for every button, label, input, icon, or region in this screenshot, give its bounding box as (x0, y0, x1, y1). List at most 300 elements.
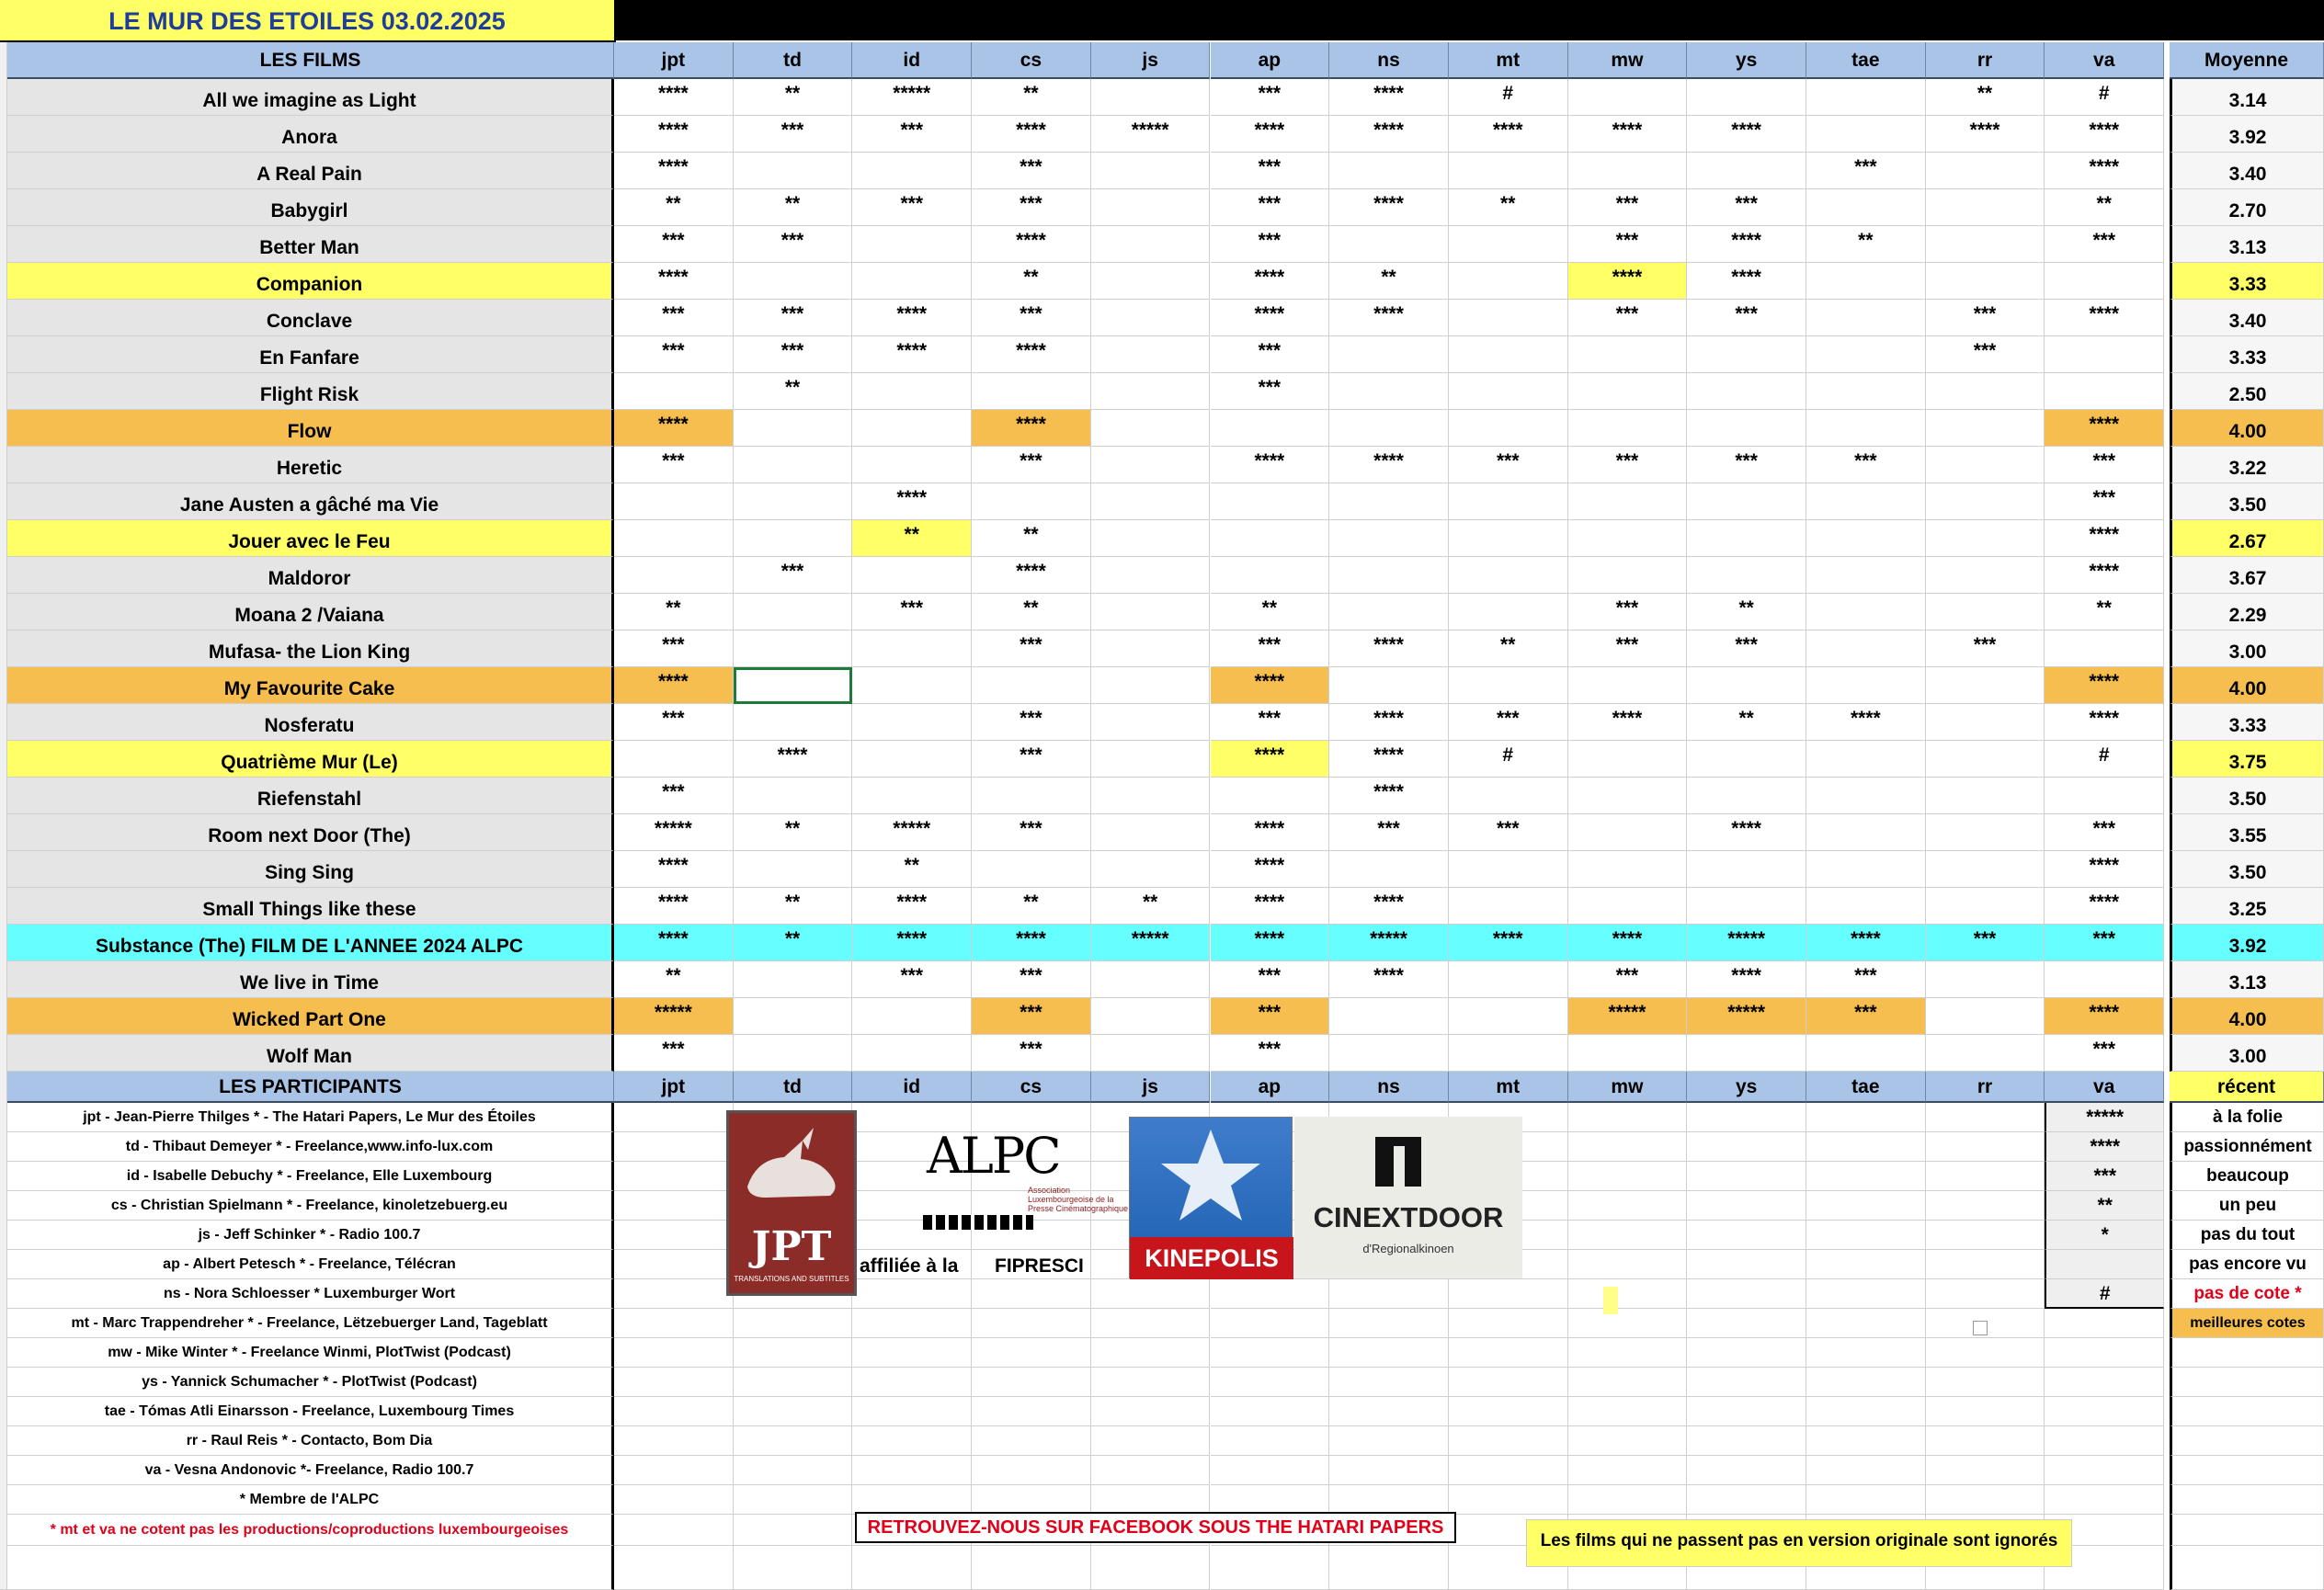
empty-cell[interactable] (2045, 1456, 2164, 1485)
rating-cell[interactable] (1449, 594, 1568, 630)
rating-cell[interactable]: *** (2045, 814, 2164, 851)
rating-cell[interactable]: **** (1568, 704, 1688, 741)
empty-cell[interactable] (852, 1426, 972, 1456)
empty-cell[interactable] (1926, 1162, 2045, 1191)
rating-cell[interactable]: *** (1329, 814, 1449, 851)
rating-cell[interactable] (1091, 998, 1211, 1035)
empty-cell[interactable] (1449, 1456, 1568, 1485)
empty-cell[interactable] (1926, 1279, 2045, 1309)
empty-cell[interactable] (1568, 1309, 1688, 1338)
rating-cell[interactable]: **** (1329, 79, 1449, 116)
empty-cell[interactable] (1687, 1456, 1806, 1485)
rating-cell[interactable]: *** (972, 153, 1091, 189)
rating-cell[interactable] (2045, 778, 2164, 814)
rating-cell[interactable]: ** (734, 189, 853, 226)
rating-cell[interactable] (734, 153, 853, 189)
empty-cell[interactable] (1329, 1456, 1449, 1485)
rating-cell[interactable]: *** (1687, 630, 1806, 667)
empty-cell[interactable] (1329, 1309, 1449, 1338)
rating-cell[interactable]: *** (1806, 447, 1926, 483)
rating-cell[interactable] (972, 851, 1091, 888)
rating-cell[interactable] (852, 778, 972, 814)
rating-cell[interactable] (1568, 851, 1688, 888)
empty-cell[interactable] (1091, 1368, 1211, 1397)
empty-cell[interactable] (1091, 1546, 1211, 1590)
rating-cell[interactable]: ** (734, 888, 853, 925)
rating-cell[interactable] (1926, 483, 2045, 520)
rating-cell[interactable]: ***** (1568, 998, 1688, 1035)
empty-cell[interactable] (1806, 1368, 1926, 1397)
rating-cell[interactable] (1449, 888, 1568, 925)
rating-cell[interactable] (1568, 336, 1688, 373)
empty-cell[interactable] (1687, 1250, 1806, 1279)
rating-cell[interactable] (1568, 153, 1688, 189)
rating-cell[interactable]: **** (614, 851, 734, 888)
empty-cell[interactable] (1926, 1485, 2045, 1515)
rating-cell[interactable] (1091, 630, 1211, 667)
rating-cell[interactable] (1568, 483, 1688, 520)
rating-cell[interactable]: *** (614, 1035, 734, 1072)
rating-cell[interactable]: **** (852, 888, 972, 925)
rating-cell[interactable]: ** (1926, 79, 2045, 116)
rating-cell[interactable]: *** (614, 704, 734, 741)
rating-cell[interactable]: *** (1211, 704, 1330, 741)
rating-cell[interactable] (1568, 741, 1688, 778)
rating-cell[interactable] (1926, 998, 2045, 1035)
empty-cell[interactable] (972, 1397, 1091, 1426)
empty-cell[interactable] (1806, 1162, 1926, 1191)
rating-cell[interactable]: **** (734, 741, 853, 778)
rating-cell[interactable]: *** (614, 226, 734, 263)
empty-cell[interactable] (972, 1309, 1091, 1338)
rating-cell[interactable] (1449, 1035, 1568, 1072)
rating-cell[interactable]: **** (1329, 189, 1449, 226)
empty-cell[interactable] (1329, 1279, 1449, 1309)
empty-cell[interactable] (614, 1426, 734, 1456)
rating-cell[interactable] (1926, 961, 2045, 998)
rating-cell[interactable] (614, 520, 734, 557)
rating-cell[interactable] (1806, 741, 1926, 778)
rating-cell[interactable]: *** (614, 630, 734, 667)
rating-cell[interactable] (1449, 263, 1568, 300)
rating-cell[interactable]: **** (2045, 300, 2164, 336)
rating-cell[interactable] (1926, 594, 2045, 630)
rating-cell[interactable] (614, 373, 734, 410)
rating-cell[interactable]: **** (1211, 851, 1330, 888)
empty-cell[interactable] (1449, 1279, 1568, 1309)
rating-cell[interactable] (1449, 778, 1568, 814)
rating-cell[interactable] (1926, 1035, 2045, 1072)
empty-cell[interactable] (1806, 1132, 1926, 1162)
rating-cell[interactable]: **** (1211, 263, 1330, 300)
rating-cell[interactable]: *** (1568, 961, 1688, 998)
rating-cell[interactable] (1329, 998, 1449, 1035)
rating-cell[interactable] (1806, 520, 1926, 557)
empty-cell[interactable] (734, 1546, 853, 1590)
rating-cell[interactable]: **** (972, 116, 1091, 153)
rating-cell[interactable] (1329, 667, 1449, 704)
empty-cell[interactable] (1806, 1250, 1926, 1279)
empty-cell[interactable] (852, 1485, 972, 1515)
rating-cell[interactable]: **** (614, 925, 734, 961)
rating-cell[interactable]: **** (2045, 520, 2164, 557)
empty-cell[interactable] (972, 1279, 1091, 1309)
rating-cell[interactable]: **** (2045, 704, 2164, 741)
empty-cell[interactable] (1449, 1338, 1568, 1368)
rating-cell[interactable] (1091, 336, 1211, 373)
empty-cell[interactable] (1926, 1191, 2045, 1221)
empty-cell[interactable] (1926, 1338, 2045, 1368)
rating-cell[interactable]: ***** (852, 79, 972, 116)
rating-cell[interactable] (734, 447, 853, 483)
rating-cell[interactable]: ** (1687, 594, 1806, 630)
rating-cell[interactable]: *** (614, 336, 734, 373)
empty-cell[interactable] (1806, 1309, 1926, 1338)
empty-cell[interactable] (1211, 1426, 1330, 1456)
rating-cell[interactable]: ***** (1329, 925, 1449, 961)
empty-cell[interactable] (734, 1426, 853, 1456)
rating-cell[interactable] (852, 263, 972, 300)
rating-cell[interactable]: *** (734, 336, 853, 373)
rating-cell[interactable] (1091, 373, 1211, 410)
empty-cell[interactable] (1091, 1426, 1211, 1456)
rating-cell[interactable] (1091, 961, 1211, 998)
rating-cell[interactable] (1329, 483, 1449, 520)
rating-cell[interactable]: *** (972, 300, 1091, 336)
rating-cell[interactable]: **** (972, 226, 1091, 263)
rating-cell[interactable]: *** (1211, 226, 1330, 263)
rating-cell[interactable] (1329, 594, 1449, 630)
rating-cell[interactable] (1806, 1035, 1926, 1072)
rating-cell[interactable]: **** (972, 925, 1091, 961)
rating-cell[interactable] (1449, 520, 1568, 557)
rating-cell[interactable] (1806, 888, 1926, 925)
rating-cell[interactable] (1568, 1035, 1688, 1072)
empty-cell[interactable] (2045, 1338, 2164, 1368)
rating-cell[interactable]: ** (972, 520, 1091, 557)
rating-cell[interactable]: **** (1449, 116, 1568, 153)
rating-cell[interactable]: *** (972, 741, 1091, 778)
rating-cell[interactable]: ** (852, 520, 972, 557)
rating-cell[interactable]: *** (852, 594, 972, 630)
rating-cell[interactable]: ** (1329, 263, 1449, 300)
rating-cell[interactable]: **** (2045, 851, 2164, 888)
rating-cell[interactable] (1329, 410, 1449, 447)
rating-cell[interactable] (1091, 851, 1211, 888)
rating-cell[interactable]: **** (972, 557, 1091, 594)
empty-cell[interactable] (852, 1546, 972, 1590)
empty-cell[interactable] (1926, 1426, 2045, 1456)
rating-cell[interactable]: **** (1329, 300, 1449, 336)
empty-cell[interactable] (614, 1338, 734, 1368)
empty-cell[interactable] (614, 1515, 734, 1546)
empty-cell[interactable] (1211, 1279, 1330, 1309)
rating-cell[interactable] (1926, 814, 2045, 851)
rating-cell[interactable] (734, 1035, 853, 1072)
rating-cell[interactable]: ** (614, 594, 734, 630)
rating-cell[interactable]: *** (972, 998, 1091, 1035)
empty-cell[interactable] (1329, 1485, 1449, 1515)
rating-cell[interactable]: **** (1687, 116, 1806, 153)
rating-cell[interactable]: *** (1449, 814, 1568, 851)
rating-cell[interactable]: *** (1806, 998, 1926, 1035)
rating-cell[interactable]: *** (972, 814, 1091, 851)
rating-cell[interactable]: **** (1329, 961, 1449, 998)
rating-cell[interactable] (734, 410, 853, 447)
empty-cell[interactable] (2045, 1368, 2164, 1397)
rating-cell[interactable] (852, 630, 972, 667)
rating-cell[interactable] (614, 557, 734, 594)
rating-cell[interactable] (1211, 557, 1330, 594)
rating-cell[interactable] (1926, 373, 2045, 410)
rating-cell[interactable] (852, 741, 972, 778)
empty-cell[interactable] (734, 1397, 853, 1426)
rating-cell[interactable]: ** (852, 851, 972, 888)
empty-cell[interactable] (1806, 1191, 1926, 1221)
empty-cell[interactable] (2045, 1485, 2164, 1515)
empty-cell[interactable] (852, 1368, 972, 1397)
empty-cell[interactable] (1687, 1426, 1806, 1456)
empty-cell[interactable] (1687, 1338, 1806, 1368)
rating-cell[interactable] (1329, 851, 1449, 888)
empty-cell[interactable] (1806, 1397, 1926, 1426)
rating-cell[interactable]: # (1449, 741, 1568, 778)
rating-cell[interactable]: *** (1211, 630, 1330, 667)
rating-cell[interactable]: **** (1806, 925, 1926, 961)
rating-cell[interactable] (852, 153, 972, 189)
rating-cell[interactable] (1568, 520, 1688, 557)
rating-cell[interactable]: **** (1211, 925, 1330, 961)
empty-cell[interactable] (614, 1546, 734, 1590)
rating-cell[interactable] (852, 704, 972, 741)
empty-cell[interactable] (1091, 1485, 1211, 1515)
empty-cell[interactable] (614, 1162, 734, 1191)
empty-cell[interactable] (852, 1309, 972, 1338)
empty-cell[interactable] (614, 1368, 734, 1397)
rating-cell[interactable]: *** (734, 226, 853, 263)
rating-cell[interactable]: *** (614, 778, 734, 814)
rating-cell[interactable]: **** (1806, 704, 1926, 741)
rating-cell[interactable] (1329, 336, 1449, 373)
rating-cell[interactable] (2045, 263, 2164, 300)
rating-cell[interactable] (734, 961, 853, 998)
empty-cell[interactable] (614, 1485, 734, 1515)
rating-cell[interactable]: # (2045, 79, 2164, 116)
rating-cell[interactable] (972, 778, 1091, 814)
empty-cell[interactable] (614, 1456, 734, 1485)
empty-cell[interactable] (1091, 1456, 1211, 1485)
empty-cell[interactable] (614, 1103, 734, 1132)
rating-cell[interactable] (852, 998, 972, 1035)
rating-cell[interactable] (1926, 667, 2045, 704)
rating-cell[interactable]: ** (614, 189, 734, 226)
rating-cell[interactable] (1687, 520, 1806, 557)
rating-cell[interactable] (972, 373, 1091, 410)
rating-cell[interactable]: **** (2045, 410, 2164, 447)
rating-cell[interactable]: ** (1449, 189, 1568, 226)
rating-cell[interactable] (1568, 888, 1688, 925)
rating-cell[interactable] (2045, 630, 2164, 667)
rating-cell[interactable]: *** (734, 300, 853, 336)
rating-cell[interactable] (1926, 741, 2045, 778)
rating-cell[interactable] (1806, 851, 1926, 888)
rating-cell[interactable]: *** (614, 447, 734, 483)
rating-cell[interactable] (1091, 153, 1211, 189)
rating-cell[interactable] (734, 851, 853, 888)
rating-cell[interactable] (1091, 814, 1211, 851)
rating-cell[interactable]: **** (1329, 741, 1449, 778)
empty-cell[interactable] (1687, 1397, 1806, 1426)
empty-cell[interactable] (1926, 1456, 2045, 1485)
rating-cell[interactable] (1449, 373, 1568, 410)
rating-cell[interactable] (1806, 116, 1926, 153)
empty-cell[interactable] (1687, 1309, 1806, 1338)
rating-cell[interactable]: **** (1687, 814, 1806, 851)
rating-cell[interactable]: ***** (1091, 925, 1211, 961)
empty-cell[interactable] (972, 1426, 1091, 1456)
rating-cell[interactable]: **** (1687, 263, 1806, 300)
rating-cell[interactable] (1806, 410, 1926, 447)
rating-cell[interactable]: *** (1806, 961, 1926, 998)
empty-cell[interactable] (1091, 1397, 1211, 1426)
empty-cell[interactable] (1568, 1368, 1688, 1397)
rating-cell[interactable]: *** (1211, 1035, 1330, 1072)
rating-cell[interactable]: *** (1568, 189, 1688, 226)
rating-cell[interactable]: **** (2045, 888, 2164, 925)
rating-cell[interactable] (2045, 961, 2164, 998)
rating-cell[interactable] (1806, 667, 1926, 704)
rating-cell[interactable] (734, 667, 853, 704)
rating-cell[interactable] (1449, 300, 1568, 336)
rating-cell[interactable] (1568, 814, 1688, 851)
rating-cell[interactable]: **** (614, 410, 734, 447)
rating-cell[interactable] (1806, 594, 1926, 630)
empty-cell[interactable] (1449, 1397, 1568, 1426)
rating-cell[interactable]: *** (1211, 79, 1330, 116)
rating-cell[interactable]: *** (2045, 226, 2164, 263)
empty-cell[interactable] (614, 1397, 734, 1426)
rating-cell[interactable] (1449, 667, 1568, 704)
empty-cell[interactable] (1926, 1250, 2045, 1279)
rating-cell[interactable]: **** (1329, 447, 1449, 483)
rating-cell[interactable]: **** (1211, 888, 1330, 925)
empty-cell[interactable] (1687, 1368, 1806, 1397)
rating-cell[interactable]: *** (972, 1035, 1091, 1072)
empty-cell[interactable] (1568, 1221, 1688, 1250)
rating-cell[interactable]: ** (734, 925, 853, 961)
rating-cell[interactable]: ** (1806, 226, 1926, 263)
rating-cell[interactable]: ** (614, 961, 734, 998)
empty-cell[interactable] (852, 1279, 972, 1309)
rating-cell[interactable]: *** (1926, 336, 2045, 373)
rating-cell[interactable] (852, 410, 972, 447)
empty-cell[interactable] (1806, 1221, 1926, 1250)
rating-cell[interactable] (1449, 410, 1568, 447)
rating-cell[interactable]: **** (1687, 226, 1806, 263)
rating-cell[interactable] (1091, 594, 1211, 630)
rating-cell[interactable]: **** (2045, 557, 2164, 594)
empty-cell[interactable] (1329, 1368, 1449, 1397)
empty-cell[interactable] (1926, 1397, 2045, 1426)
rating-cell[interactable] (1806, 373, 1926, 410)
rating-cell[interactable] (1687, 667, 1806, 704)
rating-cell[interactable]: **** (852, 925, 972, 961)
rating-cell[interactable] (1926, 410, 2045, 447)
rating-cell[interactable] (1926, 153, 2045, 189)
rating-cell[interactable]: **** (2045, 667, 2164, 704)
rating-cell[interactable]: **** (1211, 447, 1330, 483)
empty-cell[interactable] (2045, 1397, 2164, 1426)
empty-cell[interactable] (852, 1338, 972, 1368)
empty-cell[interactable] (1449, 1485, 1568, 1515)
rating-cell[interactable] (1449, 153, 1568, 189)
empty-cell[interactable] (1568, 1279, 1688, 1309)
empty-cell[interactable] (734, 1309, 853, 1338)
empty-cell[interactable] (1449, 1426, 1568, 1456)
rating-cell[interactable]: *** (734, 557, 853, 594)
empty-cell[interactable] (1687, 1132, 1806, 1162)
rating-cell[interactable]: **** (852, 483, 972, 520)
rating-cell[interactable]: # (1449, 79, 1568, 116)
rating-cell[interactable]: *** (1211, 961, 1330, 998)
empty-cell[interactable] (1449, 1309, 1568, 1338)
empty-cell[interactable] (614, 1221, 734, 1250)
empty-cell[interactable] (1687, 1103, 1806, 1132)
rating-cell[interactable] (1091, 410, 1211, 447)
rating-cell[interactable]: **** (1211, 300, 1330, 336)
rating-cell[interactable] (1687, 153, 1806, 189)
empty-cell[interactable] (1568, 1132, 1688, 1162)
rating-cell[interactable]: ***** (1091, 116, 1211, 153)
empty-cell[interactable] (1568, 1103, 1688, 1132)
empty-cell[interactable] (614, 1250, 734, 1279)
empty-cell[interactable] (1568, 1250, 1688, 1279)
rating-cell[interactable] (1926, 778, 2045, 814)
rating-cell[interactable] (1926, 520, 2045, 557)
rating-cell[interactable] (1091, 189, 1211, 226)
empty-cell[interactable] (1091, 1338, 1211, 1368)
rating-cell[interactable]: *** (972, 189, 1091, 226)
rating-cell[interactable]: *** (2045, 925, 2164, 961)
rating-cell[interactable] (1091, 778, 1211, 814)
rating-cell[interactable] (734, 594, 853, 630)
rating-cell[interactable]: **** (1687, 961, 1806, 998)
rating-cell[interactable] (1568, 410, 1688, 447)
rating-cell[interactable]: *** (614, 300, 734, 336)
empty-cell[interactable] (1211, 1368, 1330, 1397)
empty-cell[interactable] (1329, 1397, 1449, 1426)
rating-cell[interactable]: **** (1211, 814, 1330, 851)
rating-cell[interactable] (852, 667, 972, 704)
empty-cell[interactable] (1329, 1426, 1449, 1456)
rating-cell[interactable] (1449, 998, 1568, 1035)
empty-cell[interactable] (1568, 1338, 1688, 1368)
rating-cell[interactable] (1449, 226, 1568, 263)
rating-cell[interactable]: **** (1211, 116, 1330, 153)
rating-cell[interactable]: **** (614, 263, 734, 300)
rating-cell[interactable] (1329, 153, 1449, 189)
rating-cell[interactable] (1329, 557, 1449, 594)
rating-cell[interactable]: *** (1449, 447, 1568, 483)
rating-cell[interactable]: *** (1568, 630, 1688, 667)
rating-cell[interactable] (1568, 667, 1688, 704)
rating-cell[interactable] (1806, 79, 1926, 116)
checkbox[interactable] (1973, 1321, 1988, 1335)
rating-cell[interactable]: **** (1449, 925, 1568, 961)
rating-cell[interactable] (852, 373, 972, 410)
rating-cell[interactable] (1926, 557, 2045, 594)
rating-cell[interactable]: *** (972, 704, 1091, 741)
